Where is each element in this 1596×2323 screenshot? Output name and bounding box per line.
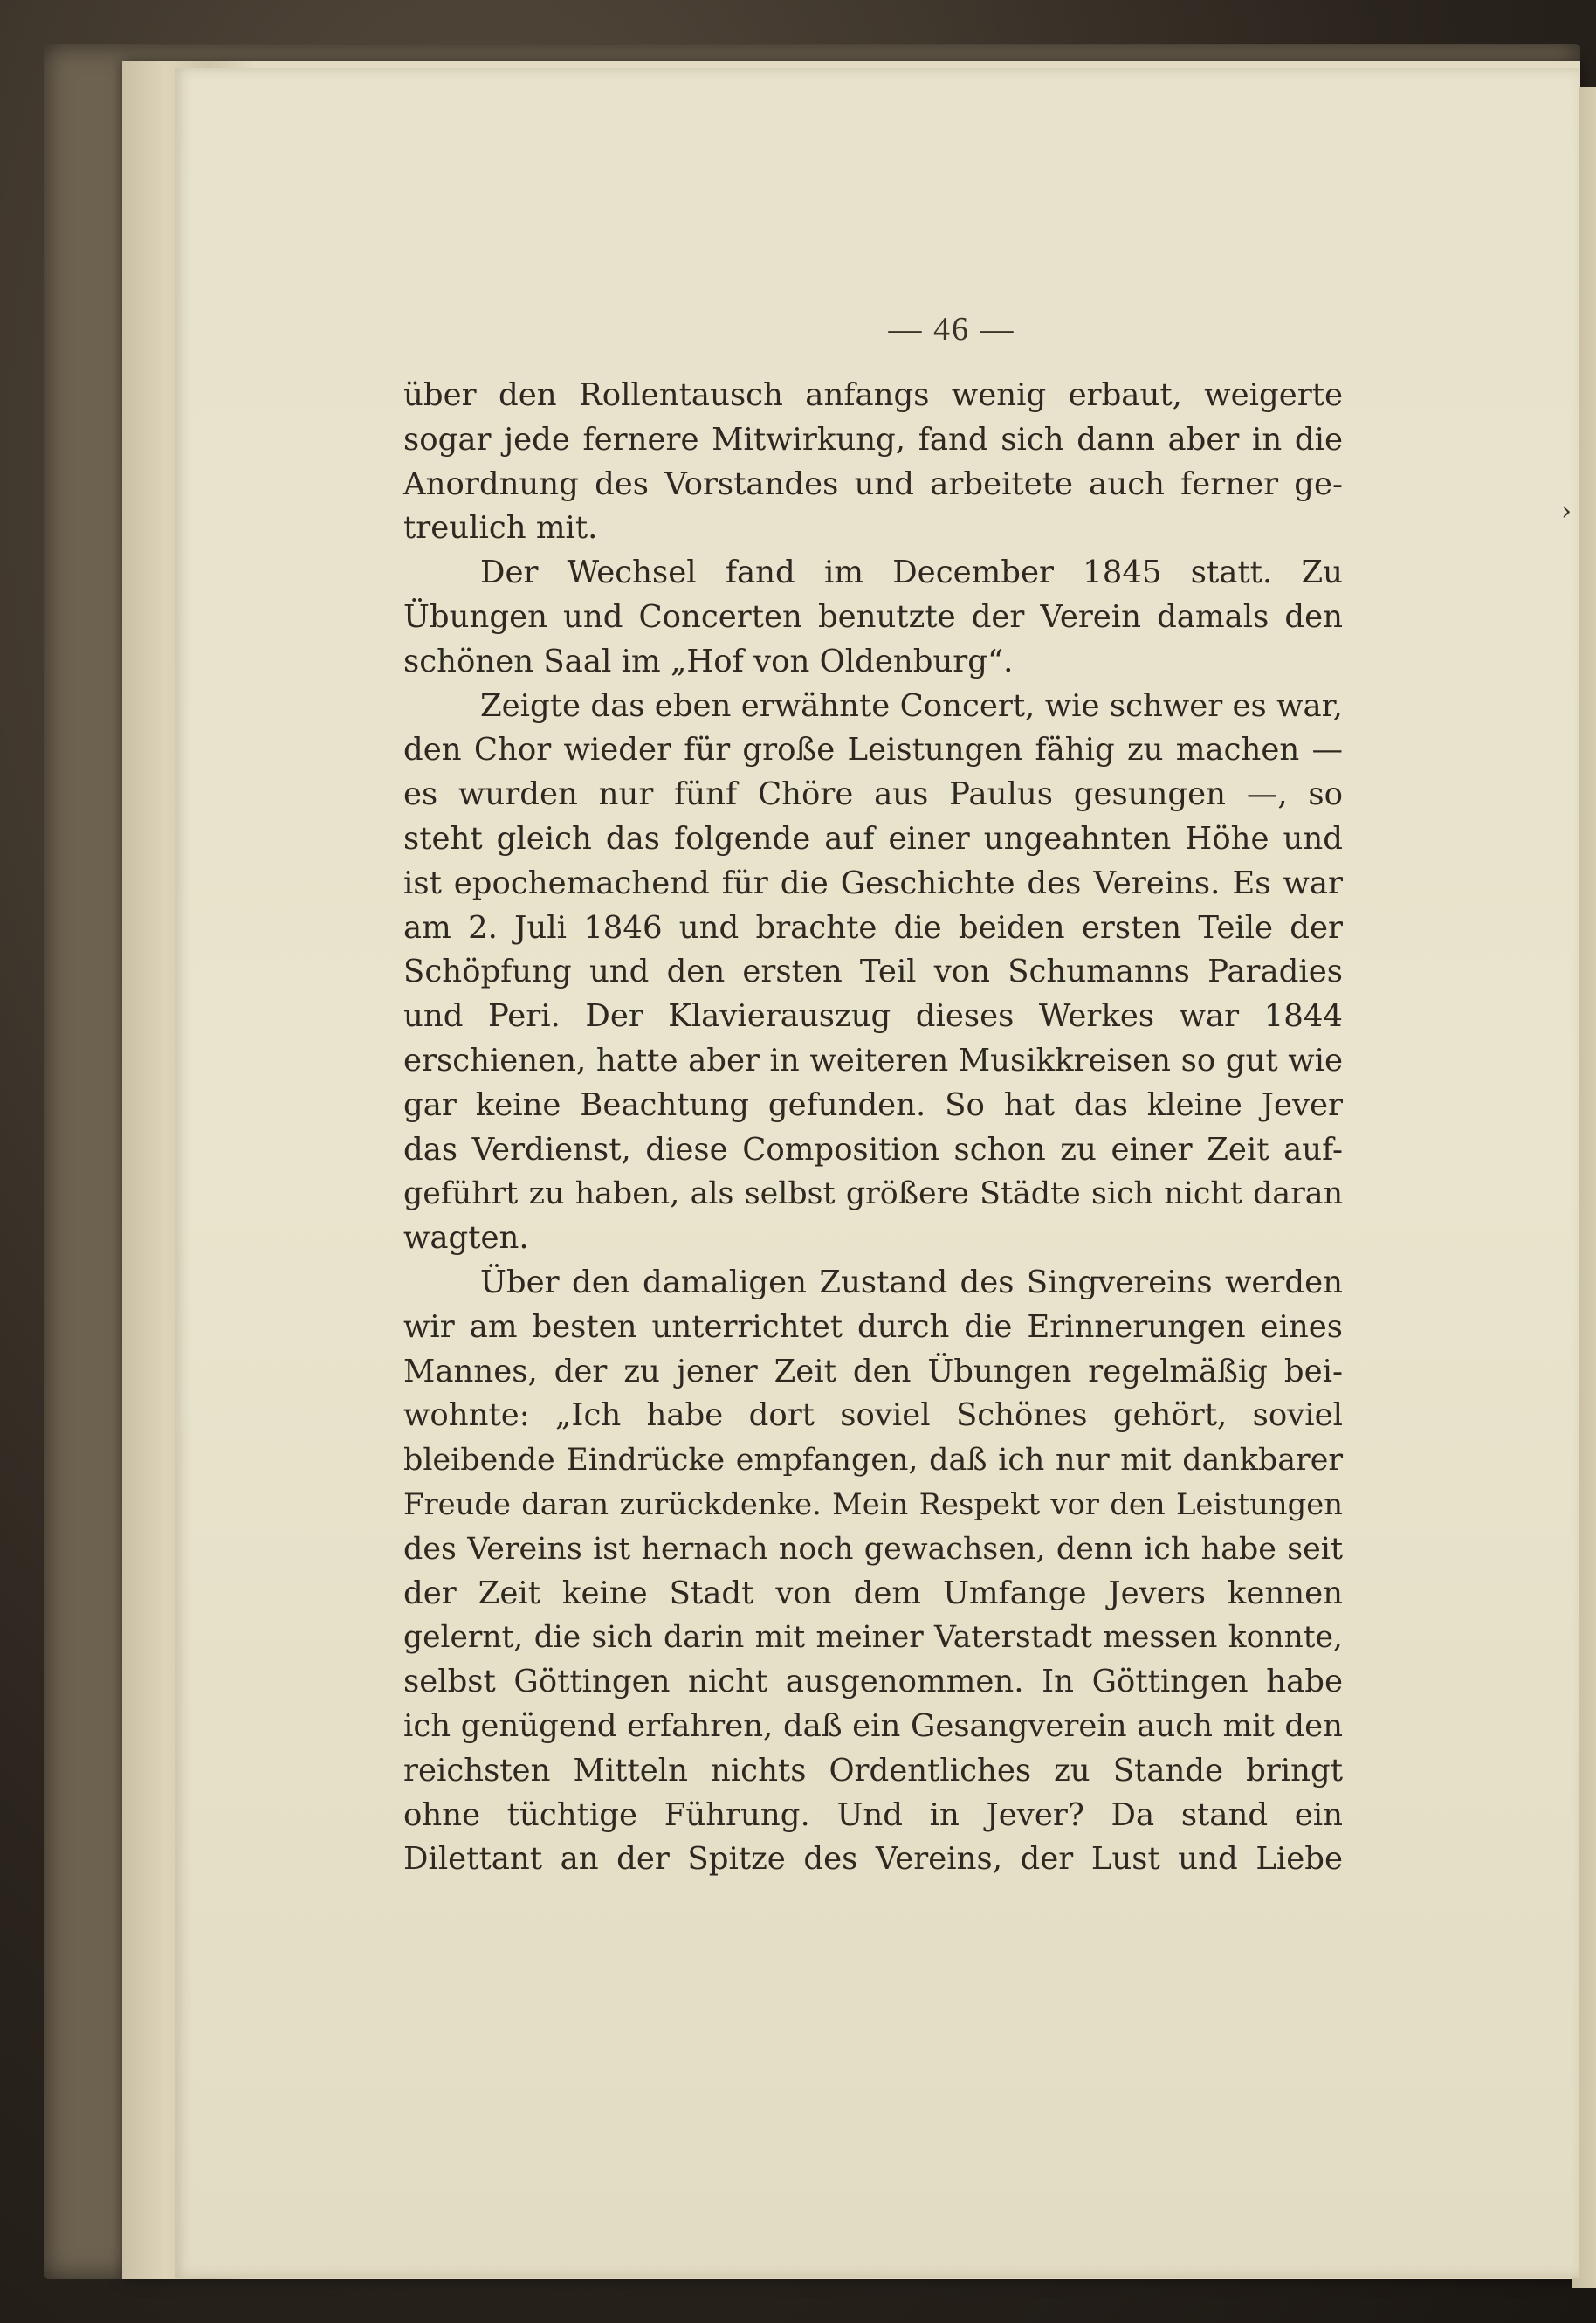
text-line: Schöpfung und den ersten Teil von Schumanns Paradies: [403, 954, 1343, 990]
text-line: wohnte: „Ich habe dort soviel Schönes gehört, soviel: [403, 1397, 1343, 1434]
text-line: schönen Saal im „Hof von Oldenburg“.: [403, 643, 1014, 679]
page-number: — 46 —: [888, 311, 1015, 348]
text-line: Freude daran zurückdenke. Mein Respekt vor den Leistungen: [403, 1486, 1343, 1521]
text-line: selbst Göttingen nicht ausgenommen. In Göttingen habe: [403, 1664, 1343, 1700]
text-line: und Peri. Der Klavierauszug dieses Werkes war 1844: [403, 998, 1343, 1035]
text-line: Dilettant an der Spitze des Vereins, der Lust und Liebe: [403, 1841, 1343, 1878]
text-line: das Verdienst, diese Composition schon zu einer Zeit auf-: [403, 1131, 1343, 1168]
text-line: treulich mit.: [403, 510, 598, 547]
text-line: steht gleich das folgende auf einer ungeahnten Höhe und: [403, 820, 1343, 857]
text-line: gelernt, die sich darin mit meiner Vaterstadt messen konnte,: [403, 1620, 1343, 1656]
text-line: des Vereins ist hernach noch gewachsen, denn ich habe seit: [403, 1531, 1343, 1567]
text-line: Mannes, der zu jener Zeit den Übungen regelmäßig bei-: [403, 1353, 1343, 1389]
text-line: Der Wechsel fand im December 1845 statt. Zu: [480, 555, 1343, 591]
text-line: reichsten Mitteln nichts Ordentliches zu Stande bringt: [403, 1752, 1343, 1789]
body-text: [403, 374, 1343, 1882]
text-line: es wurden nur fünf Chöre aus Paulus gesungen —, so: [403, 776, 1343, 813]
text-line: wir am besten unterrichtet durch die Erinnerungen eines: [403, 1308, 1343, 1345]
text-line: Zeigte das eben erwähnte Concert, wie schwer es war,: [480, 687, 1343, 724]
text-line: ohne tüchtige Führung. Und in Jever? Da stand ein: [403, 1796, 1343, 1833]
text-line: geführt zu haben, als selbst größere Städte sich nicht daran: [403, 1176, 1343, 1212]
text-line: sogar jede fernere Mitwirkung, fand sich dann aber in die: [403, 421, 1343, 458]
margin-mark: ›: [1561, 496, 1572, 527]
text-line: Übungen und Concerten benutzte der Verein damals den: [403, 598, 1343, 635]
text-line: ist epochemachend für die Geschichte des Vereins. Es war: [403, 865, 1343, 901]
text-line: am 2. Juli 1846 und brachte die beiden ersten Teile der: [403, 909, 1343, 946]
text-line: erschienen, hatte aber in weiteren Musikkreisen so gut wie: [403, 1042, 1343, 1079]
text-line: den Chor wieder für große Leistungen fähig zu machen —: [403, 732, 1343, 769]
text-line: Über den damaligen Zustand des Singvereins werden: [480, 1264, 1343, 1300]
text-line: über den Rollentausch anfangs wenig erbaut, weigerte: [403, 377, 1343, 413]
text-line: der Zeit keine Stadt von dem Umfange Jevers kennen: [403, 1575, 1343, 1611]
text-line: ich genügend erfahren, daß ein Gesangverein auch mit den: [403, 1707, 1343, 1744]
text-line: wagten.: [403, 1220, 529, 1257]
text-line: bleibende Eindrücke empfangen, daß ich nur mit dankbarer: [403, 1443, 1343, 1479]
text-line: Anordnung des Vorstandes und arbeitete auch ferner ge-: [403, 465, 1343, 502]
text-line: gar keine Beachtung gefunden. So hat das kleine Jever: [403, 1086, 1343, 1123]
